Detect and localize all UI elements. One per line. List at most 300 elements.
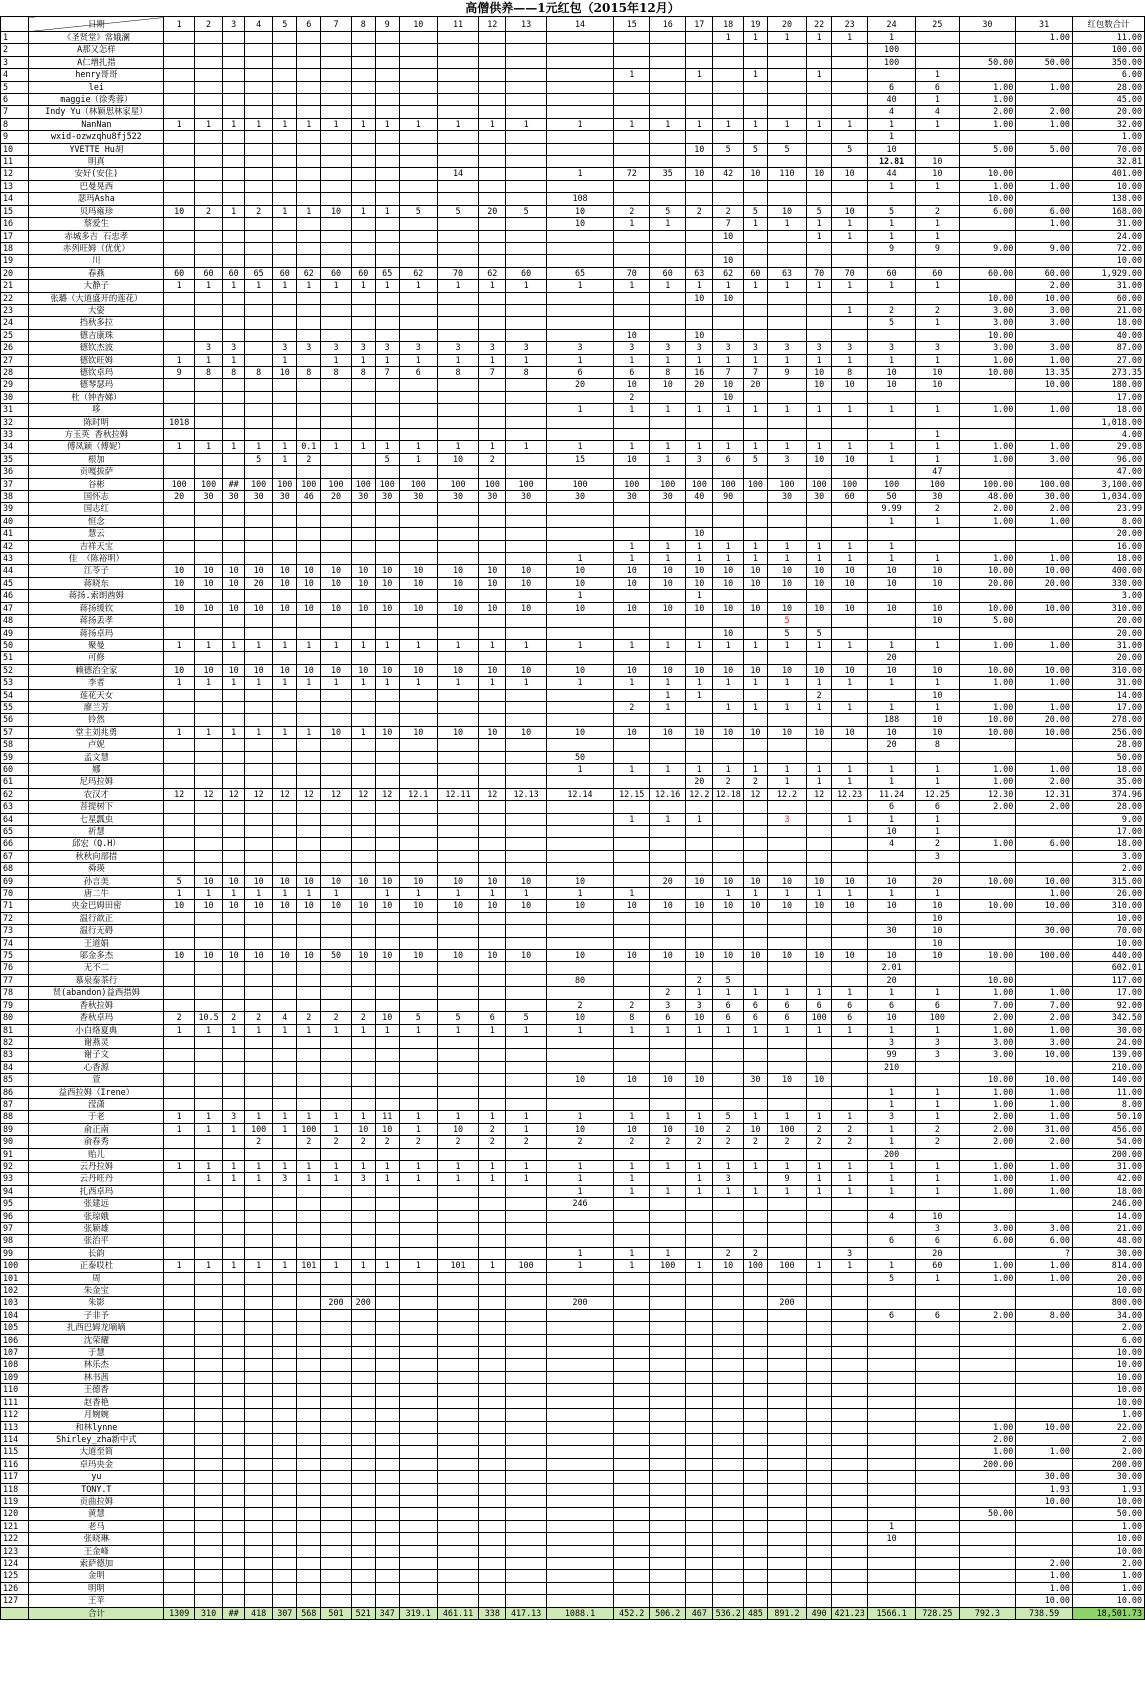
amount-cell-day-22 bbox=[807, 1557, 832, 1569]
amount-cell-day-30 bbox=[959, 44, 1016, 56]
amount-cell-day-18 bbox=[713, 429, 744, 441]
amount-cell-day-22: 1 bbox=[807, 763, 832, 775]
amount-cell-day-5: 1 bbox=[273, 354, 297, 366]
amount-cell-day-19 bbox=[743, 1297, 767, 1309]
amount-cell-day-16 bbox=[650, 1272, 686, 1284]
amount-cell-day-24: 10 bbox=[868, 664, 916, 676]
amount-cell-day-13: 1 bbox=[506, 1123, 546, 1135]
amount-cell-day-14: 10 bbox=[546, 875, 614, 887]
amount-cell-day-9 bbox=[375, 1061, 399, 1073]
amount-cell-day-12 bbox=[479, 1396, 506, 1408]
amount-cell-day-14: 1 bbox=[546, 1247, 614, 1259]
amount-cell-day-22: 10 bbox=[807, 950, 832, 962]
amount-cell-day-23 bbox=[832, 1371, 868, 1383]
amount-cell-day-25 bbox=[916, 391, 960, 403]
amount-cell-day-25: 10 bbox=[916, 664, 960, 676]
amount-cell-day-8: 1 bbox=[351, 205, 375, 217]
amount-cell-day-11 bbox=[437, 1049, 478, 1061]
amount-cell-day-31: 10.00 bbox=[1016, 292, 1073, 304]
amount-cell-day-25: 2 bbox=[916, 1123, 960, 1135]
amount-cell-day-5 bbox=[273, 255, 297, 267]
amount-cell-day-6 bbox=[297, 1247, 321, 1259]
amount-cell-day-19: 1 bbox=[743, 280, 767, 292]
amount-cell-day-7 bbox=[321, 714, 352, 726]
amount-cell-day-25: 1 bbox=[916, 441, 960, 453]
amount-cell-day-18 bbox=[713, 1582, 744, 1594]
amount-cell-day-25: 1 bbox=[916, 453, 960, 465]
amount-cell-day-20 bbox=[767, 1098, 806, 1110]
amount-cell-day-23: 3 bbox=[832, 342, 868, 354]
amount-cell-day-20: 1 bbox=[767, 280, 806, 292]
amount-cell-day-4 bbox=[245, 329, 273, 341]
amount-cell-day-12: 1 bbox=[479, 1173, 506, 1185]
amount-cell-day-6 bbox=[297, 1545, 321, 1557]
sheet-title: 高僧供养——1元红包（2015年12月） bbox=[465, 1, 680, 15]
row-number: 4 bbox=[1, 69, 29, 81]
amount-cell-day-9: 1 bbox=[375, 1260, 399, 1272]
amount-cell-day-6 bbox=[297, 1533, 321, 1545]
amount-cell-day-1 bbox=[164, 193, 195, 205]
amount-cell-day-14: 1 bbox=[546, 590, 614, 602]
amount-cell-day-25 bbox=[916, 1396, 960, 1408]
amount-cell-day-25 bbox=[916, 1421, 960, 1433]
amount-cell-day-5 bbox=[273, 1198, 297, 1210]
amount-cell-day-7 bbox=[321, 1433, 352, 1445]
amount-cell-day-3: 1 bbox=[223, 205, 245, 217]
donor-name: 张治平 bbox=[29, 1235, 164, 1247]
row-number: 55 bbox=[1, 701, 29, 713]
amount-cell-day-25: 6 bbox=[916, 1235, 960, 1247]
amount-cell-day-1 bbox=[164, 143, 195, 155]
amount-cell-day-3 bbox=[223, 540, 245, 552]
row-total: 20.00 bbox=[1072, 652, 1144, 664]
amount-cell-day-18 bbox=[713, 1359, 744, 1371]
amount-cell-day-20 bbox=[767, 317, 806, 329]
amount-cell-day-17: 1 bbox=[686, 540, 713, 552]
amount-cell-day-12 bbox=[479, 1582, 506, 1594]
amount-cell-day-18 bbox=[713, 1458, 744, 1470]
amount-cell-day-2 bbox=[194, 317, 222, 329]
amount-cell-day-11 bbox=[437, 1545, 478, 1557]
amount-cell-day-19: 6 bbox=[743, 1012, 767, 1024]
amount-cell-day-25: 6 bbox=[916, 999, 960, 1011]
amount-cell-day-10: 5 bbox=[399, 205, 437, 217]
table-row bbox=[1, 1098, 1145, 1110]
table-row bbox=[1, 143, 1145, 155]
amount-cell-day-5 bbox=[273, 1471, 297, 1483]
amount-cell-day-9 bbox=[375, 1557, 399, 1569]
amount-cell-day-8: 3 bbox=[351, 342, 375, 354]
amount-cell-day-3 bbox=[223, 763, 245, 775]
amount-cell-day-31 bbox=[1016, 1061, 1073, 1073]
table-row bbox=[1, 726, 1145, 738]
amount-cell-day-13 bbox=[506, 466, 546, 478]
amount-cell-day-2 bbox=[194, 1049, 222, 1061]
amount-cell-day-30: 3.00 bbox=[959, 304, 1016, 316]
amount-cell-day-6 bbox=[297, 94, 321, 106]
amount-cell-day-14 bbox=[546, 255, 614, 267]
amount-cell-day-12 bbox=[479, 801, 506, 813]
donor-name: 尼玛拉姆 bbox=[29, 776, 164, 788]
amount-cell-day-22 bbox=[807, 391, 832, 403]
amount-cell-day-1 bbox=[164, 1136, 195, 1148]
table-row bbox=[1, 441, 1145, 453]
amount-cell-day-18: 10 bbox=[713, 292, 744, 304]
row-total: 374.96 bbox=[1072, 788, 1144, 800]
amount-cell-day-19 bbox=[743, 652, 767, 664]
amount-cell-day-24: 30 bbox=[868, 925, 916, 937]
amount-cell-day-22 bbox=[807, 1359, 832, 1371]
amount-cell-day-6 bbox=[297, 1595, 321, 1607]
amount-cell-day-20: 3 bbox=[767, 342, 806, 354]
amount-cell-day-14 bbox=[546, 515, 614, 527]
amount-cell-day-3 bbox=[223, 44, 245, 56]
amount-cell-day-3 bbox=[223, 1049, 245, 1061]
amount-cell-day-18: 1 bbox=[713, 1024, 744, 1036]
amount-cell-day-17 bbox=[686, 937, 713, 949]
amount-cell-day-12 bbox=[479, 528, 506, 540]
amount-cell-day-8 bbox=[351, 1086, 375, 1098]
amount-cell-day-6: 1 bbox=[297, 1024, 321, 1036]
donor-name: 索萨德加 bbox=[29, 1557, 164, 1569]
amount-cell-day-13: 1 bbox=[506, 1024, 546, 1036]
amount-cell-day-9 bbox=[375, 1421, 399, 1433]
amount-cell-day-6: 10 bbox=[297, 900, 321, 912]
amount-cell-day-2: 10.5 bbox=[194, 1012, 222, 1024]
amount-cell-day-9 bbox=[375, 689, 399, 701]
amount-cell-day-15: 2 bbox=[614, 391, 650, 403]
amount-cell-day-31: 7.00 bbox=[1016, 999, 1073, 1011]
amount-cell-day-19: 2 bbox=[743, 1247, 767, 1259]
amount-cell-day-19: 1 bbox=[743, 701, 767, 713]
amount-cell-day-11 bbox=[437, 44, 478, 56]
row-total: 278.00 bbox=[1072, 714, 1144, 726]
amount-cell-day-3 bbox=[223, 627, 245, 639]
amount-cell-day-24: 6 bbox=[868, 1235, 916, 1247]
amount-cell-day-24: 20 bbox=[868, 739, 916, 751]
amount-cell-day-5 bbox=[273, 503, 297, 515]
amount-cell-day-24: 4 bbox=[868, 1210, 916, 1222]
amount-cell-day-12: 20 bbox=[479, 205, 506, 217]
amount-cell-day-24: 1 bbox=[868, 218, 916, 230]
amount-cell-day-8 bbox=[351, 763, 375, 775]
row-number: 107 bbox=[1, 1347, 29, 1359]
amount-cell-day-5 bbox=[273, 863, 297, 875]
row-number: 58 bbox=[1, 739, 29, 751]
amount-cell-day-9 bbox=[375, 1223, 399, 1235]
amount-cell-day-25: 8 bbox=[916, 739, 960, 751]
amount-cell-day-30 bbox=[959, 1409, 1016, 1421]
amount-cell-day-6: 1 bbox=[297, 280, 321, 292]
amount-cell-day-1: 1 bbox=[164, 888, 195, 900]
amount-cell-day-18: 12.18 bbox=[713, 788, 744, 800]
daily-total-day-8: 521 bbox=[351, 1607, 375, 1619]
amount-cell-day-30: 2.00 bbox=[959, 1136, 1016, 1148]
amount-cell-day-6 bbox=[297, 974, 321, 986]
amount-cell-day-30: 60.00 bbox=[959, 267, 1016, 279]
amount-cell-day-25: 10 bbox=[916, 925, 960, 937]
amount-cell-day-13: 8 bbox=[506, 366, 546, 378]
amount-cell-day-2: 1 bbox=[194, 639, 222, 651]
amount-cell-day-3 bbox=[223, 416, 245, 428]
amount-cell-day-5 bbox=[273, 416, 297, 428]
amount-cell-day-4 bbox=[245, 962, 273, 974]
amount-cell-day-13 bbox=[506, 1495, 546, 1507]
donor-name: 慧云 bbox=[29, 528, 164, 540]
amount-cell-day-1 bbox=[164, 1173, 195, 1185]
amount-cell-day-18: 2 bbox=[713, 1136, 744, 1148]
amount-cell-day-6 bbox=[297, 627, 321, 639]
row-number: 21 bbox=[1, 280, 29, 292]
amount-cell-day-7: 12 bbox=[321, 788, 352, 800]
amount-cell-day-25: 10 bbox=[916, 366, 960, 378]
row-total: 10.00 bbox=[1072, 912, 1144, 924]
amount-cell-day-22 bbox=[807, 94, 832, 106]
amount-cell-day-5: 60 bbox=[273, 267, 297, 279]
amount-cell-day-25: 30 bbox=[916, 491, 960, 503]
amount-cell-day-17: 10 bbox=[686, 528, 713, 540]
amount-cell-day-3: 1 bbox=[223, 677, 245, 689]
header-index-cell bbox=[1, 17, 29, 32]
row-total: 23.99 bbox=[1072, 503, 1144, 515]
amount-cell-day-4 bbox=[245, 230, 273, 242]
amount-cell-day-18: 6 bbox=[713, 453, 744, 465]
amount-cell-day-11 bbox=[437, 714, 478, 726]
amount-cell-day-1: 12 bbox=[164, 788, 195, 800]
amount-cell-day-17 bbox=[686, 1421, 713, 1433]
table-row bbox=[1, 1570, 1145, 1582]
amount-cell-day-18 bbox=[713, 714, 744, 726]
table-row bbox=[1, 156, 1145, 168]
row-total: 1.00 bbox=[1072, 131, 1144, 143]
amount-cell-day-23 bbox=[832, 1223, 868, 1235]
donor-name: 贝玛雍珍 bbox=[29, 205, 164, 217]
amount-cell-day-24: 3 bbox=[868, 342, 916, 354]
donor-name: 邬金多杰 bbox=[29, 950, 164, 962]
amount-cell-day-4 bbox=[245, 1508, 273, 1520]
amount-cell-day-3 bbox=[223, 801, 245, 813]
amount-cell-day-15: 6 bbox=[614, 366, 650, 378]
amount-cell-day-23: 100 bbox=[832, 478, 868, 490]
amount-cell-day-24: 10 bbox=[868, 726, 916, 738]
amount-cell-day-30: 2.00 bbox=[959, 106, 1016, 118]
amount-cell-day-20 bbox=[767, 528, 806, 540]
amount-cell-day-22 bbox=[807, 1347, 832, 1359]
amount-cell-day-4 bbox=[245, 416, 273, 428]
amount-cell-day-12 bbox=[479, 1309, 506, 1321]
amount-cell-day-2 bbox=[194, 515, 222, 527]
amount-cell-day-24 bbox=[868, 1570, 916, 1582]
amount-cell-day-15 bbox=[614, 875, 650, 887]
amount-cell-day-22: 12 bbox=[807, 788, 832, 800]
amount-cell-day-4 bbox=[245, 801, 273, 813]
amount-cell-day-9 bbox=[375, 912, 399, 924]
amount-cell-day-30 bbox=[959, 1471, 1016, 1483]
amount-cell-day-1 bbox=[164, 56, 195, 68]
amount-cell-day-22: 1 bbox=[807, 776, 832, 788]
amount-cell-day-19: 5 bbox=[743, 205, 767, 217]
amount-cell-day-30: 2.00 bbox=[959, 1111, 1016, 1123]
amount-cell-day-4 bbox=[245, 342, 273, 354]
amount-cell-day-11 bbox=[437, 701, 478, 713]
amount-cell-day-20 bbox=[767, 1458, 806, 1470]
amount-cell-day-7 bbox=[321, 1049, 352, 1061]
amount-cell-day-2 bbox=[194, 1036, 222, 1048]
amount-cell-day-13: 1 bbox=[506, 1173, 546, 1185]
amount-cell-day-4: 1 bbox=[245, 1173, 273, 1185]
amount-cell-day-13 bbox=[506, 1272, 546, 1284]
amount-cell-day-19 bbox=[743, 937, 767, 949]
amount-cell-day-4 bbox=[245, 515, 273, 527]
amount-cell-day-23: 1 bbox=[832, 1024, 868, 1036]
amount-cell-day-10 bbox=[399, 714, 437, 726]
amount-cell-day-24: 10 bbox=[868, 900, 916, 912]
amount-cell-day-22 bbox=[807, 937, 832, 949]
amount-cell-day-30 bbox=[959, 1359, 1016, 1371]
amount-cell-day-8 bbox=[351, 689, 375, 701]
amount-cell-day-5: 1 bbox=[273, 1123, 297, 1135]
amount-cell-day-5: 1 bbox=[273, 1111, 297, 1123]
donor-name: A那又怎样 bbox=[29, 44, 164, 56]
amount-cell-day-6 bbox=[297, 466, 321, 478]
donor-name: 和林lynne bbox=[29, 1421, 164, 1433]
amount-cell-day-24: 9.99 bbox=[868, 503, 916, 515]
row-total: 401.00 bbox=[1072, 168, 1144, 180]
amount-cell-day-5 bbox=[273, 1136, 297, 1148]
row-total: 140.00 bbox=[1072, 1074, 1144, 1086]
amount-cell-day-31: 30.00 bbox=[1016, 925, 1073, 937]
amount-cell-day-16 bbox=[650, 1520, 686, 1532]
amount-cell-day-6 bbox=[297, 416, 321, 428]
row-total: 31.00 bbox=[1072, 218, 1144, 230]
amount-cell-day-24: 4 bbox=[868, 838, 916, 850]
amount-cell-day-14: 10 bbox=[546, 602, 614, 614]
daily-total-day-19: 485 bbox=[743, 1607, 767, 1619]
amount-cell-day-9 bbox=[375, 838, 399, 850]
amount-cell-day-17: 1 bbox=[686, 1260, 713, 1272]
amount-cell-day-4: 1 bbox=[245, 1111, 273, 1123]
amount-cell-day-8 bbox=[351, 416, 375, 428]
amount-cell-day-8 bbox=[351, 404, 375, 416]
amount-cell-day-30: 1.00 bbox=[959, 1185, 1016, 1197]
amount-cell-day-5 bbox=[273, 1086, 297, 1098]
table-row bbox=[1, 255, 1145, 267]
amount-cell-day-24: 1 bbox=[868, 1024, 916, 1036]
amount-cell-day-17: 1 bbox=[686, 1173, 713, 1185]
amount-cell-day-1 bbox=[164, 999, 195, 1011]
amount-cell-day-24: 4 bbox=[868, 106, 916, 118]
amount-cell-day-14 bbox=[546, 94, 614, 106]
amount-cell-day-8: 10 bbox=[351, 565, 375, 577]
amount-cell-day-22: 10 bbox=[807, 726, 832, 738]
amount-cell-day-22 bbox=[807, 56, 832, 68]
amount-cell-day-9 bbox=[375, 379, 399, 391]
row-total: 10.00 bbox=[1072, 1595, 1144, 1607]
amount-cell-day-25 bbox=[916, 1508, 960, 1520]
amount-cell-day-3: 10 bbox=[223, 900, 245, 912]
amount-cell-day-25 bbox=[916, 751, 960, 763]
amount-cell-day-31: 3.00 bbox=[1016, 453, 1073, 465]
amount-cell-day-19: 1 bbox=[743, 1024, 767, 1036]
amount-cell-day-14 bbox=[546, 776, 614, 788]
amount-cell-day-2 bbox=[194, 429, 222, 441]
amount-cell-day-1 bbox=[164, 776, 195, 788]
amount-cell-day-6 bbox=[297, 1371, 321, 1383]
amount-cell-day-31: 1.00 bbox=[1016, 1098, 1073, 1110]
amount-cell-day-31 bbox=[1016, 1285, 1073, 1297]
amount-cell-day-5 bbox=[273, 466, 297, 478]
row-total: 87.00 bbox=[1072, 342, 1144, 354]
amount-cell-day-8 bbox=[351, 1582, 375, 1594]
amount-cell-day-11: 1 bbox=[437, 280, 478, 292]
amount-cell-day-18: 1 bbox=[713, 354, 744, 366]
table-row bbox=[1, 1173, 1145, 1185]
donor-name: 心香源 bbox=[29, 1061, 164, 1073]
amount-cell-day-16 bbox=[650, 156, 686, 168]
table-row bbox=[1, 366, 1145, 378]
amount-cell-day-8 bbox=[351, 143, 375, 155]
row-total: 10.00 bbox=[1072, 1533, 1144, 1545]
amount-cell-day-11 bbox=[437, 1272, 478, 1284]
amount-cell-day-15 bbox=[614, 1086, 650, 1098]
amount-cell-day-23: 10 bbox=[832, 168, 868, 180]
amount-cell-day-23: 1 bbox=[832, 404, 868, 416]
amount-cell-day-19: 10 bbox=[743, 726, 767, 738]
amount-cell-day-13 bbox=[506, 193, 546, 205]
amount-cell-day-10 bbox=[399, 131, 437, 143]
amount-cell-day-25: 10 bbox=[916, 379, 960, 391]
amount-cell-day-13 bbox=[506, 1545, 546, 1557]
amount-cell-day-11: 1 bbox=[437, 441, 478, 453]
amount-cell-day-24 bbox=[868, 193, 916, 205]
amount-cell-day-20 bbox=[767, 1384, 806, 1396]
row-total: 138.00 bbox=[1072, 193, 1144, 205]
amount-cell-day-8 bbox=[351, 131, 375, 143]
amount-cell-day-9 bbox=[375, 143, 399, 155]
amount-cell-day-16 bbox=[650, 1061, 686, 1073]
amount-cell-day-19 bbox=[743, 714, 767, 726]
donor-name: 蒋扬缓钦 bbox=[29, 602, 164, 614]
amount-cell-day-1: 10 bbox=[164, 950, 195, 962]
amount-cell-day-15 bbox=[614, 1098, 650, 1110]
donor-name: 慕泉泰茶行 bbox=[29, 974, 164, 986]
amount-cell-day-4: 1 bbox=[245, 441, 273, 453]
amount-cell-day-16: 2 bbox=[650, 987, 686, 999]
amount-cell-day-6 bbox=[297, 776, 321, 788]
row-total: 342.50 bbox=[1072, 1012, 1144, 1024]
amount-cell-day-20: 10 bbox=[767, 602, 806, 614]
donor-name: 李者 bbox=[29, 677, 164, 689]
amount-cell-day-19 bbox=[743, 1173, 767, 1185]
row-total: 30.00 bbox=[1072, 1024, 1144, 1036]
amount-cell-day-31 bbox=[1016, 1334, 1073, 1346]
amount-cell-day-5: 1 bbox=[273, 118, 297, 130]
amount-cell-day-16 bbox=[650, 615, 686, 627]
donor-name: 德钦旺姆 bbox=[29, 354, 164, 366]
amount-cell-day-6 bbox=[297, 937, 321, 949]
amount-cell-day-22 bbox=[807, 925, 832, 937]
amount-cell-day-1 bbox=[164, 131, 195, 143]
amount-cell-day-3 bbox=[223, 1347, 245, 1359]
row-number: 109 bbox=[1, 1371, 29, 1383]
amount-cell-day-14: 80 bbox=[546, 974, 614, 986]
amount-cell-day-1 bbox=[164, 1185, 195, 1197]
row-number: 73 bbox=[1, 925, 29, 937]
amount-cell-day-3 bbox=[223, 751, 245, 763]
amount-cell-day-4 bbox=[245, 1061, 273, 1073]
amount-cell-day-9 bbox=[375, 925, 399, 937]
amount-cell-day-1: 1 bbox=[164, 1024, 195, 1036]
